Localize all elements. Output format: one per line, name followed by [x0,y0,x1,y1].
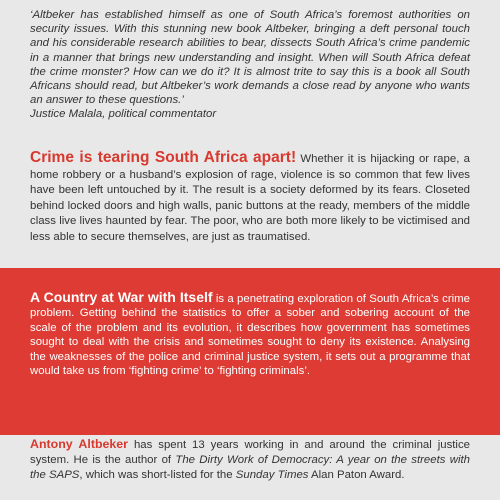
country-heading: A Country at War with Itself [30,289,213,305]
quote-attribution: Justice Malala, political commentator [30,108,217,121]
endorsement-quote [0,8,500,122]
quote-text: ‘Altbeker has established himself as one of South Africa’s foremost authorities on security issues. With this stunning new book Altbeker, bringing a deft personal touch and his considerable research abilities to bear, dissects South Africa’s crime pandemic in a manner that brings new understanding and insight. When will South Africa defeat the crime monster? How can we do it? It is almost trite to say this is a book all South Africans should read, but Altbeker’s work demands a close read by anyone who wants an answer to these questions.’ [30,9,470,107]
author-text-3: Alan Paton Award. [308,469,405,481]
country-body: is a penetrating exploration of South Africa’s crime problem. Getting behind the statistics to offer a sober and sobering account of the scale of the problem and its evolution, it describes how government has sometimes sought to deal with the crisis and sometimes sought to deny its existence. Analysing the weaknesses of the police and criminal justice system, it sets out a programme that would take us from ‘fighting crime’ to ‘fighting criminals’. [30,293,470,378]
country-paragraph [0,290,500,378]
crime-body: Whether it is hijacking or rape, a home robbery or a husband’s explosion of rage, violence is so common that few lives have been left untouched by it. The result is a society deformed by its fears. Closeted behind locked doors and high walls, panic buttons at the ready, members of the middle class live lives haunted by fear. The poor, who are both more likely to be victimised and less able to secure themselves, are just as traumatised. [30,153,470,243]
crime-paragraph [0,150,500,246]
author-text-1: has spent 13 years working in and around the criminal justice system. He is the author of [30,439,470,466]
crime-heading: Crime is tearing South Africa apart! [30,149,297,166]
author-bio [0,437,500,483]
author-text-2: , which was short-listed for the [79,469,236,481]
author-book-title: The Dirty Work of Democracy: A year on the streets with the SAPS [30,454,470,481]
author-name: Antony Altbeker [30,437,129,451]
author-paper: Sunday Times [235,469,309,481]
